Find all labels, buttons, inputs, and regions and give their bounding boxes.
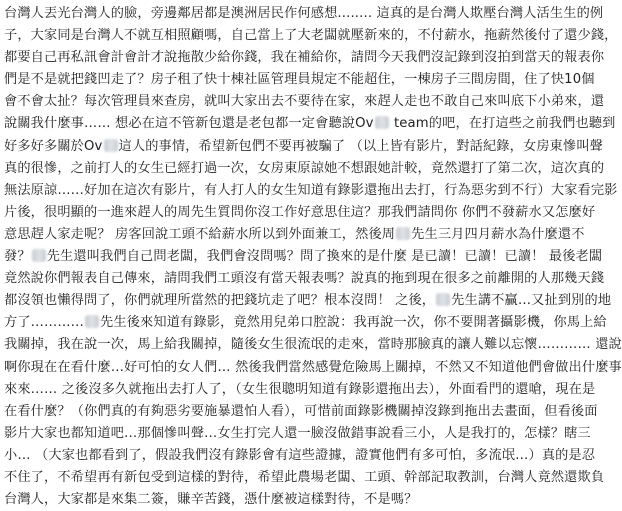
post-line [4,445,596,467]
post-line [4,25,618,47]
post-text: 影片大家也都知道吧…那個慘叫聲…女生打完人還一臉沒做錯事說看三小，人是我打的，怎樣？瞎三 [4,425,591,441]
post-text: 方了………… [4,315,85,331]
post-text: 都沒領也懶得問了，你們就理所當然的把錢坑走了吧？根本沒問！ 之後， [4,293,436,309]
post-text: 不住了，不希望再有新包受到這樣的對待，希望此農場老闆、工頭、幹部記取教訓，台灣人竟然還欺負 [4,469,605,485]
redacted-name-blur [85,315,99,328]
post-line [4,246,603,268]
post-line [4,202,596,224]
post-text: 小… （大家也都看到了，假設我們沒有錄影會有這些證據，證實他們有多可怕，多流氓…）真的是忍 [4,447,596,463]
post-text: 發？ [4,249,31,265]
post-line [4,69,595,91]
post-line [4,47,605,69]
post-line [4,3,604,25]
post-line [4,158,605,180]
redacted-name-blur [32,249,46,262]
post-text: 說關我什麼事…… 想必在這不管新包還是老包都一定會聽說Ov [4,116,374,132]
post-text: 台灣人，大家都是來集二簽，賺辛苦錢，憑什麼被這樣對待，不是嗎？ [4,492,418,508]
post-line [4,467,605,489]
post-text: 片後，很明顯的一進來趕人的周先生質問你沒工作好意思住這？那我們請問你 你們不發薪水又怎麼好 [4,204,596,220]
post-line [4,290,612,312]
redacted-name-blur [436,293,450,306]
redacted-name-blur [396,227,410,240]
post-text: 啊你現在在看什麼…好可怕的女人們… 然後我們當然感覺危險馬上關掉，不然又不知道他們會做出什麼事 [4,359,622,375]
post-line [4,423,591,445]
post-line [4,334,622,356]
post-line [4,312,607,334]
post-text: 無法原諒……好加在這次有影片，有人打人的女生知道有錄影還拖出去打，行為惡劣到不行）大家看完影 [4,182,618,198]
post-text: 在看什麼？（你們真的有夠惡劣要施暴還怕人看），可惜前面錄影機關掉沒錄到拖出去畫面，但看後面 [4,403,598,419]
post-line [4,401,598,423]
post-text: 真的很慘，之前打人的女生已經打過一次，女房東原諒她不想跟她計較，竟然還打了第二次，這次真的 [4,160,605,176]
post-text: 先生還叫我們自己問老闆，我們會沒問嗎？問了換來的是什麼 是已讀！已讀！已讀！ 最後老闆 [46,249,603,265]
post-text: team的吧，在打這些之前我們也聽到 [389,116,616,132]
post-text: 們是不是就把錢凹走了？房子租了快十棟社區管理員規定不能超住，一棟房子三間房間，住了快10個 [4,72,595,88]
redacted-name-blur [375,116,389,129]
post-line [4,91,605,113]
post-text: 這人的事情，希望新包們不要再被騙了 （以上皆有影片，對話紀錄，女房東慘叫聲 [118,138,604,154]
post-line [4,136,604,158]
post-text: 好多好多關於Ov [4,138,103,154]
post-text: 先生講不贏…又扯到別的地 [451,293,612,309]
post-text: 都要自己再私訊會計會計才說拖散少給你錢，我在補給你，請問今天我們沒記錄到沒拍到當天的報表你 [4,50,605,66]
post-text: 先生後來知道有錄影，竟然用兒弟口腔說：我再說一次，你不要開著攝影機，你馬上給 [100,315,607,331]
post-text: 子，大家同是台灣人不就互相照顧嗎，自己當上了大老闆就壓新來的，不付薪水，拖薪然後付了還少錢， [4,28,618,44]
post-text: 竟然說你們報表自己傳來，請問我們工頭沒有當天報表嗎？說真的拖到現在很多之前離開的人那幾天錢 [4,271,605,287]
post-line [4,489,542,511]
post-text: 台灣人丟光台灣人的臉，旁邊鄰居都是澳洲居民作何感想........ 這真的是台灣人欺壓台灣人活生生的例 [4,6,604,21]
post-line [4,357,622,379]
post-line [4,268,605,290]
post-text: 先生三月四月薪水為什麼還不 [411,226,585,242]
post-line [4,113,616,135]
post-line [4,379,596,401]
post-line [4,180,618,202]
post-text: 意思趕人家走呢？ 房客回說工頭不給薪水所以到外面兼工，然後周 [4,226,396,242]
redacted-name-blur [104,139,118,152]
post-line [4,224,585,246]
post-text: 會不會太扯？每次管理員來查房，就叫大家出去不要待在家，來趕人走也不敢自己來叫底下小弟來，還 [4,94,605,110]
post-text: 我關掉，我在說一次，馬上給我關掉，隨後女生很流氓的走來，當時那臉真的讓人難以忘懷………… 還說 [4,337,622,353]
post-text: 來來…… 之後沒多久就拖出去打人了，（女生很聰明知道有錄影還拖出去），外面看門的還嗆，現在是 [4,381,596,397]
